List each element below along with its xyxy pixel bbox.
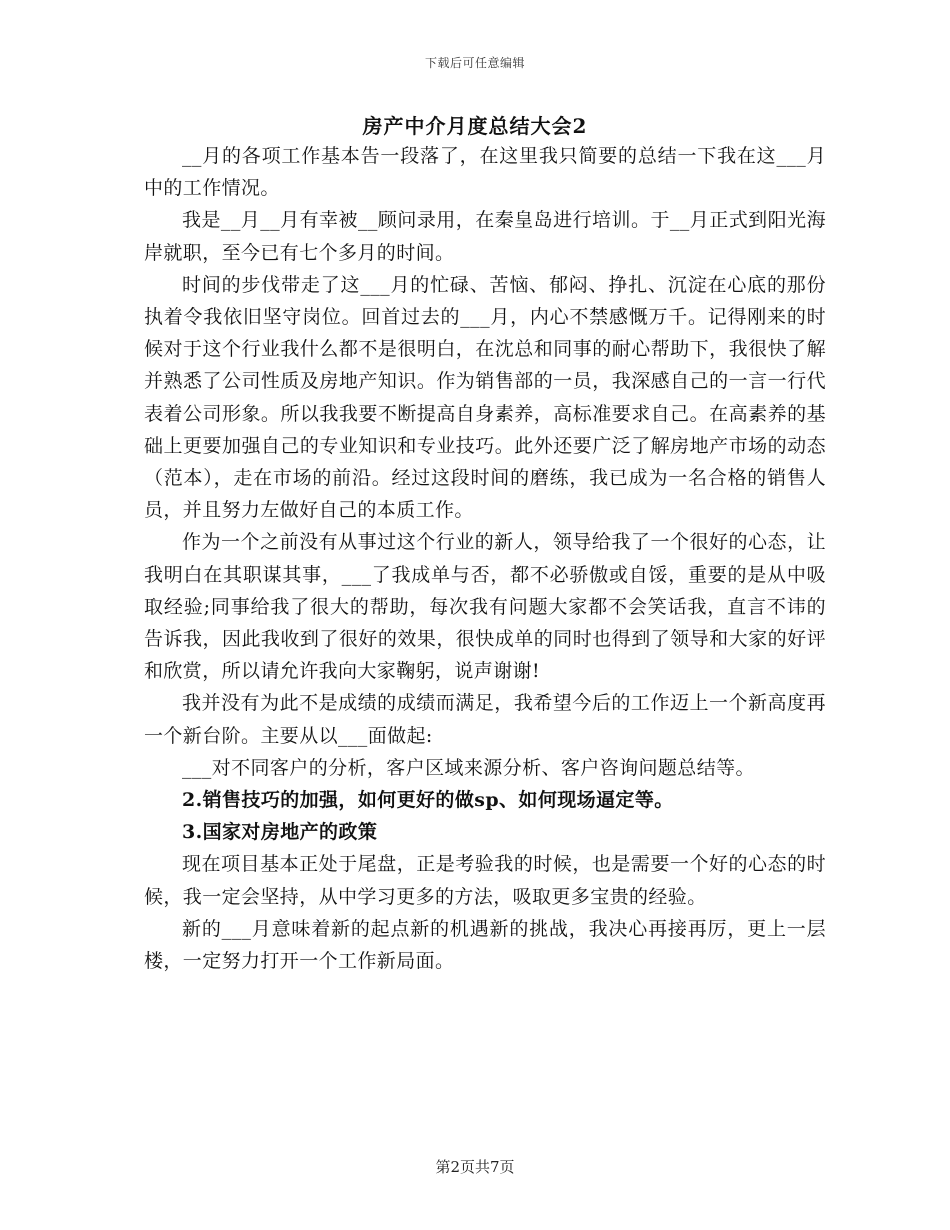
paragraph-experience: 时间的步伐带走了这___月的忙碌、苦恼、郁闷、挣扎、沉淀在心底的那份执着令我依旧坚守岗位。回首过去的___月，内心不禁感慨万千。记得刚来的时候对于这个行业我什么都不是很明白，在沈总和同事的耐心帮助下，我很快了解并熟悉了公司性质及房地产知识。作为销售部的一员，我深感自己的一言一行代表着公司形象。所以我我要不断提高自身素养，高标准要求自己。在高素养的基础上更要加强自己的专业知识和专业技巧。此外还要广泛了解房地产市场的动态（范本），走在市场的前沿。经过这段时间的磨练，我已成为一名合格的销售人员，并且努力左做好自己的本质工作。 xyxy=(144,273,826,522)
paragraph-closing: 新的___月意味着新的起点新的机遇新的挑战，我决心再接再厉，更上一层楼，一定努力打开一个工作新局面。 xyxy=(144,917,826,973)
document-body xyxy=(144,140,826,977)
page-indicator: 第2页共7页 xyxy=(435,1158,515,1176)
list-item-3: 3.国家对房地产的政策 xyxy=(182,821,378,844)
document-title: 房产中介月度总结大会2 xyxy=(362,114,588,138)
paragraph-intro: __月的各项工作基本告一段落了，在这里我只简要的总结一下我在这___月中的工作情况。 xyxy=(144,145,826,200)
paragraph-current-project: 现在项目基本正处于尾盘，正是考验我的时候，也是需要一个好的心态的时候，我一定会坚持，从中学习更多的方法，吸取更多宝贵的经验。 xyxy=(144,853,826,908)
header-note: 下载后可任意编辑 xyxy=(424,56,525,70)
list-item-2: 2.销售技巧的加强，如何更好的做sp、如何现场逼定等。 xyxy=(182,789,674,812)
paragraph-hiring: 我是__月__月有幸被__顾问录用，在秦皇岛进行培训。于__月正式到阳光海岸就职，至今已有七个多月的时间。 xyxy=(144,209,826,264)
paragraph-gratitude: 作为一个之前没有从事过这个行业的新人，领导给我了一个很好的心态，让我明白在其职谋其事，___了我成单与否，都不必骄傲或自馁，重要的是从中吸取经验;同事给我了很大的帮助，每次我有问题大家都不会笑话我，直言不讳的告诉我，因此我收到了很好的效果，很快成单的同时也得到了领导和大家的好评和欣赏，所以请允许我向大家鞠躬，说声谢谢! xyxy=(144,531,826,683)
list-item-1: ___对不同客户的分析，客户区域来源分析、客户咨询问题总结等。 xyxy=(182,756,755,779)
paragraph-goals: 我并没有为此不是成绩的成绩而满足，我希望今后的工作迈上一个新高度再一个新台阶。主要从以___面做起: xyxy=(144,692,826,747)
